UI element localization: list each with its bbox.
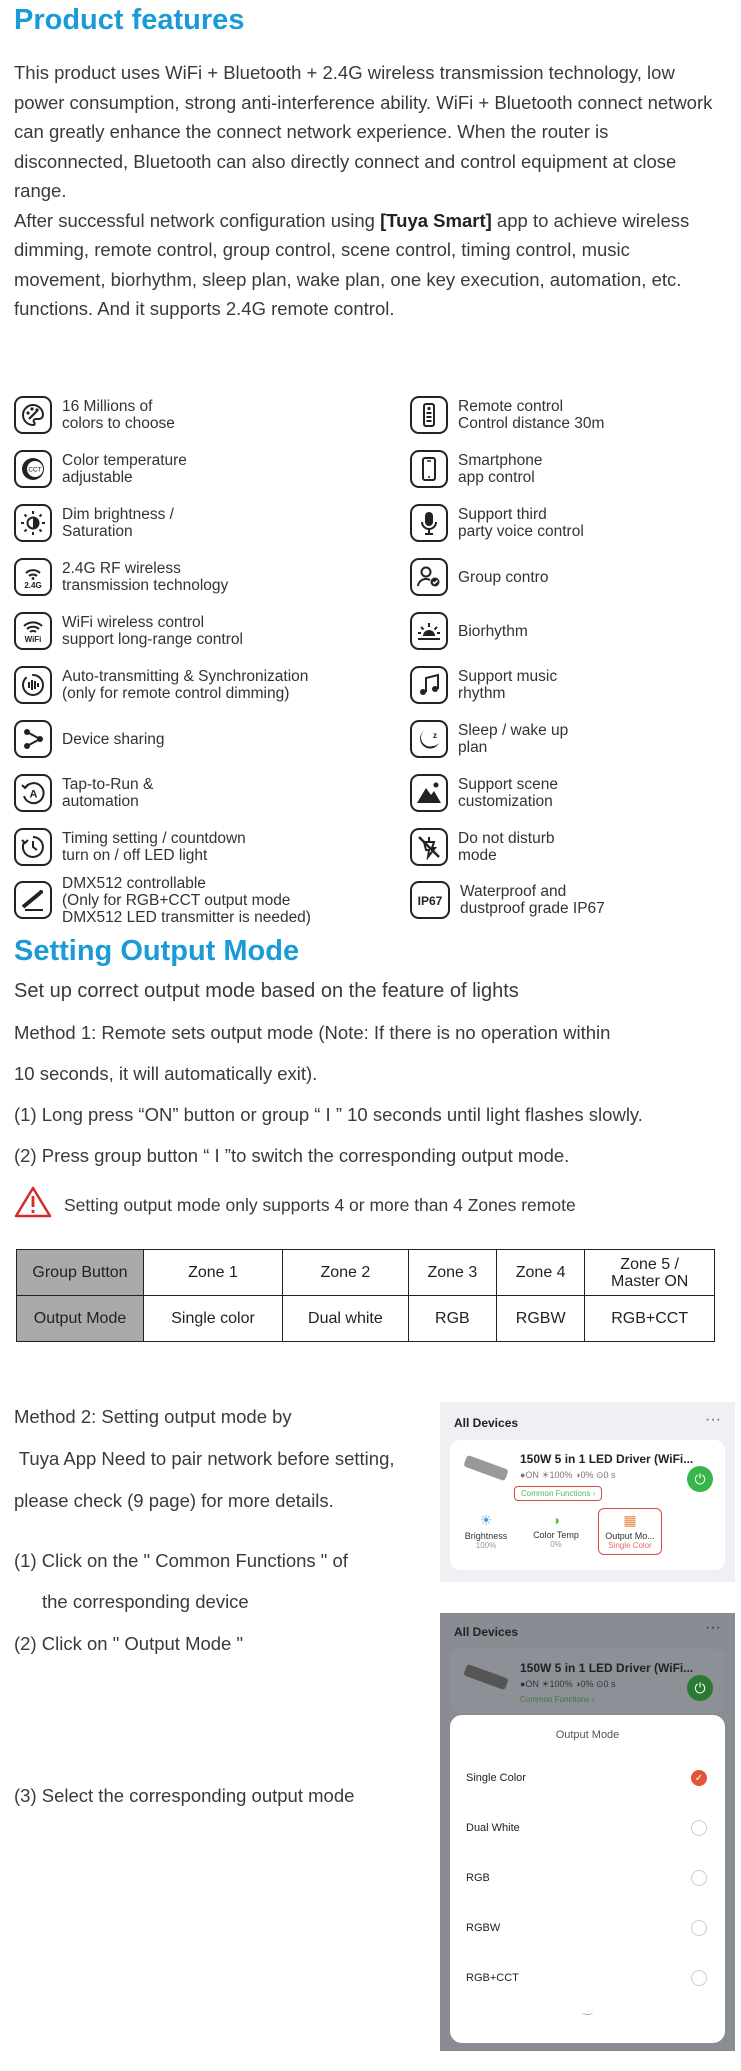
svg-text:z: z <box>433 731 437 740</box>
method1-step1: (1) Long press “ON” button or group “ I ” 10 seconds until light flashes slowly. <box>14 1104 643 1125</box>
moon-icon <box>410 720 448 758</box>
wifi-icon <box>14 612 52 650</box>
feature-text: Sleep / wake up plan <box>458 722 569 756</box>
automation-icon <box>14 774 52 812</box>
feature-item <box>410 824 555 870</box>
features-para-2: After successful network configuration using [Tuya Smart] app to achieve wireless dimming, remote control, group control, scene control, timing control, music movement, biorhythm, sleep plan, wake plan, one key execution, automation, etc. functions. And it supports 2.4G remote control. <box>14 209 690 319</box>
feature-item <box>410 877 605 923</box>
output-option-label: RGB+CCT <box>466 1972 519 1984</box>
feature-text: 2.4G RF wireless transmission technology <box>62 560 229 594</box>
table-header-output-mode: Output Mode <box>17 1296 144 1342</box>
feature-text: Support scene customization <box>458 776 558 810</box>
svg-text:A: A <box>29 788 38 801</box>
half-circle-icon: ◑ <box>551 1512 561 1528</box>
brightness-icon <box>14 504 52 542</box>
output-intro: Set up correct output mode based on the feature of lights <box>14 980 519 1002</box>
table-cell: Zone 5 / Master ON <box>585 1250 715 1296</box>
device-name: 150W 5 in 1 LED Driver (WiFi... <box>520 1452 694 1466</box>
feature-item <box>410 554 548 600</box>
device-status: ●ON ☀100% ◑0% ⊙0 s <box>520 1679 616 1689</box>
svg-text:IP67: IP67 <box>417 894 443 908</box>
mountain-icon <box>410 774 448 812</box>
check-icon[interactable]: ✓ <box>691 1770 707 1786</box>
sunrise-icon <box>410 612 448 650</box>
table-row-output-mode <box>17 1296 715 1342</box>
tuya-app-name: [Tuya Smart] <box>380 209 492 231</box>
smartphone-icon <box>410 450 448 488</box>
power-icon[interactable]: ⏻ <box>687 1466 713 1492</box>
feature-item <box>410 446 542 492</box>
dmx-icon <box>14 881 52 919</box>
function-color-temp[interactable]: ◑ Color Temp 0% <box>528 1512 584 1549</box>
feature-item <box>14 874 311 926</box>
table-cell: Single color <box>144 1296 283 1342</box>
common-functions-link: Common Functions › <box>520 1695 595 1704</box>
group-icon <box>410 558 448 596</box>
feature-item <box>410 608 528 654</box>
feature-text: Smartphone app control <box>458 452 543 486</box>
feature-text: Waterproof and dustproof grade IP67 <box>460 883 605 917</box>
radio-icon[interactable] <box>691 1820 707 1836</box>
timer-icon <box>14 828 52 866</box>
radio-icon[interactable] <box>691 1920 707 1936</box>
radio-icon[interactable] <box>691 1870 707 1886</box>
method1-line1: Method 1: Remote sets output mode (Note: If there is no operation within <box>14 1022 611 1043</box>
features-para-1: This product uses WiFi + Bluetooth + 2.4G wireless transmission technology, low power consumption, strong anti-interference ability. WiFi + Bluetooth connect network can greatly enhance the connect network experience. When the router is disconnected, Bluetooth can also directly connect and control equipment at close range. <box>14 62 713 201</box>
table-cell: Dual white <box>283 1296 409 1342</box>
output-mode-sheet-title: Output Mode <box>555 1729 620 1741</box>
ip67-icon <box>410 881 450 919</box>
feature-text: Auto-transmitting & Synchronization (only for remote control dimming) <box>62 668 309 702</box>
common-functions-link[interactable]: Common Functions › <box>514 1486 602 1501</box>
feature-text: Timing setting / countdown turn on / off LED light <box>62 830 246 864</box>
more-menu-icon[interactable]: ··· <box>705 1411 721 1428</box>
table-cell: RGBW <box>497 1296 585 1342</box>
share-icon <box>14 720 52 758</box>
output-option[interactable] <box>450 1953 725 2003</box>
feature-item <box>410 770 558 816</box>
method2-line1: Method 2: Setting output mode by <box>14 1406 292 1427</box>
palette-icon <box>14 396 52 434</box>
table-cell: Zone 1 <box>144 1250 283 1296</box>
table-cell: Zone 4 <box>497 1250 585 1296</box>
output-option-label: Single Color <box>466 1772 526 1784</box>
feature-item <box>410 392 604 438</box>
feature-item <box>14 824 246 870</box>
method2-step1: (1) Click on the " Common Functions " of <box>14 1550 348 1571</box>
feature-text: Device sharing <box>62 730 165 748</box>
feature-text: Support third party voice control <box>458 506 584 540</box>
feature-text: Remote control Control distance 30m <box>458 398 605 432</box>
cct-icon <box>14 450 52 488</box>
music-icon <box>410 666 448 704</box>
feature-text: Dim brightness / Saturation <box>62 506 174 540</box>
feature-item <box>410 662 557 708</box>
method1-step2: (2) Press group button “ I ”to switch the corresponding output mode. <box>14 1145 570 1166</box>
app-screenshot-output-mode <box>440 1613 735 2051</box>
feature-text: Color temperature adjustable <box>62 452 187 486</box>
table-cell: RGB <box>408 1296 496 1342</box>
table-header-group-button: Group Button <box>17 1250 144 1296</box>
no-disturb-icon <box>410 828 448 866</box>
feature-text: Tap-to-Run & automation <box>62 776 154 810</box>
sheet-handle-icon[interactable]: ‿ <box>582 2001 593 2015</box>
microphone-icon <box>410 504 448 542</box>
feature-item <box>14 500 174 546</box>
all-devices-title: All Devices <box>454 1625 519 1639</box>
feature-item <box>14 662 308 708</box>
method1-line2: 10 seconds, it will automatically exit). <box>14 1063 318 1084</box>
function-output-mode[interactable]: ▦ Output Mo... Single Color <box>598 1508 662 1555</box>
feature-text: Support music rhythm <box>458 668 558 702</box>
method2-line3: please check (9 page) for more details. <box>14 1490 334 1511</box>
remote-icon <box>410 396 448 434</box>
feature-item <box>14 392 175 438</box>
output-option[interactable] <box>450 1903 725 1953</box>
output-option[interactable] <box>450 1803 725 1853</box>
features-title: Product features <box>14 4 245 36</box>
sun-icon: ☀ <box>479 1512 493 1528</box>
rf-24g-icon <box>14 558 52 596</box>
table-cell: Zone 2 <box>283 1250 409 1296</box>
app-screenshot-device-list <box>440 1402 735 1582</box>
output-mode-table <box>16 1249 715 1342</box>
feature-item <box>410 500 584 546</box>
led-driver-image <box>463 1664 508 1690</box>
method2-step2: (2) Click on " Output Mode " <box>14 1633 244 1654</box>
feature-item <box>14 770 153 816</box>
svg-text:WiFi: WiFi <box>24 635 42 644</box>
radio-icon[interactable] <box>691 1970 707 1986</box>
table-cell: RGB+CCT <box>585 1296 715 1342</box>
feature-text: 16 Millions of colors to choose <box>62 398 175 432</box>
method2-line2: Tuya App Need to pair network before setting, <box>14 1448 395 1469</box>
feature-item <box>14 608 243 654</box>
all-devices-title: All Devices <box>454 1416 519 1430</box>
feature-item <box>410 716 568 762</box>
feature-item <box>14 554 228 600</box>
device-card[interactable] <box>450 1440 725 1570</box>
warning-icon <box>14 1186 52 1223</box>
led-driver-image <box>463 1455 508 1481</box>
sync-icon <box>14 666 52 704</box>
method2-step3: (3) Select the corresponding output mode <box>14 1785 355 1806</box>
feature-item <box>14 716 165 762</box>
output-option-label: RGBW <box>466 1922 501 1934</box>
grid-icon: ▦ <box>623 1512 637 1528</box>
features-description <box>14 58 714 324</box>
output-option[interactable] <box>450 1753 725 1803</box>
feature-item <box>14 446 187 492</box>
output-option-label: Dual White <box>466 1822 520 1834</box>
feature-text: Biorhythm <box>458 622 528 640</box>
svg-text:2.4G: 2.4G <box>24 581 42 590</box>
more-menu-icon[interactable]: ··· <box>705 1619 721 1636</box>
output-option[interactable] <box>450 1853 725 1903</box>
device-status: ●ON ☀100% ◑0% ⊙0 s <box>520 1470 616 1480</box>
feature-text: DMX512 controllable (Only for RGB+CCT output mode DMX512 LED transmitter is needed) <box>62 874 311 926</box>
device-name: 150W 5 in 1 LED Driver (WiFi... <box>520 1661 694 1675</box>
output-mode-title: Setting Output Mode <box>14 935 300 967</box>
feature-text: WiFi wireless control support long-range control <box>62 614 243 648</box>
warning-text: Setting output mode only supports 4 or more than 4 Zones remote <box>64 1195 576 1215</box>
feature-text: Group contro <box>458 568 549 586</box>
output-mode-sheet <box>450 1715 725 2043</box>
feature-text: Do not disturb mode <box>458 830 555 864</box>
power-icon: ⏻ <box>687 1675 713 1701</box>
table-cell: Zone 3 <box>408 1250 496 1296</box>
function-brightness[interactable]: ☀ Brightness 100% <box>458 1512 514 1550</box>
output-mode-options <box>450 1753 725 2003</box>
table-row-group-button <box>17 1250 715 1296</box>
output-option-label: RGB <box>466 1872 490 1884</box>
device-card <box>450 1649 725 1713</box>
svg-text:CCT: CCT <box>28 466 42 474</box>
method2-step1-cont: the corresponding device <box>42 1591 249 1612</box>
